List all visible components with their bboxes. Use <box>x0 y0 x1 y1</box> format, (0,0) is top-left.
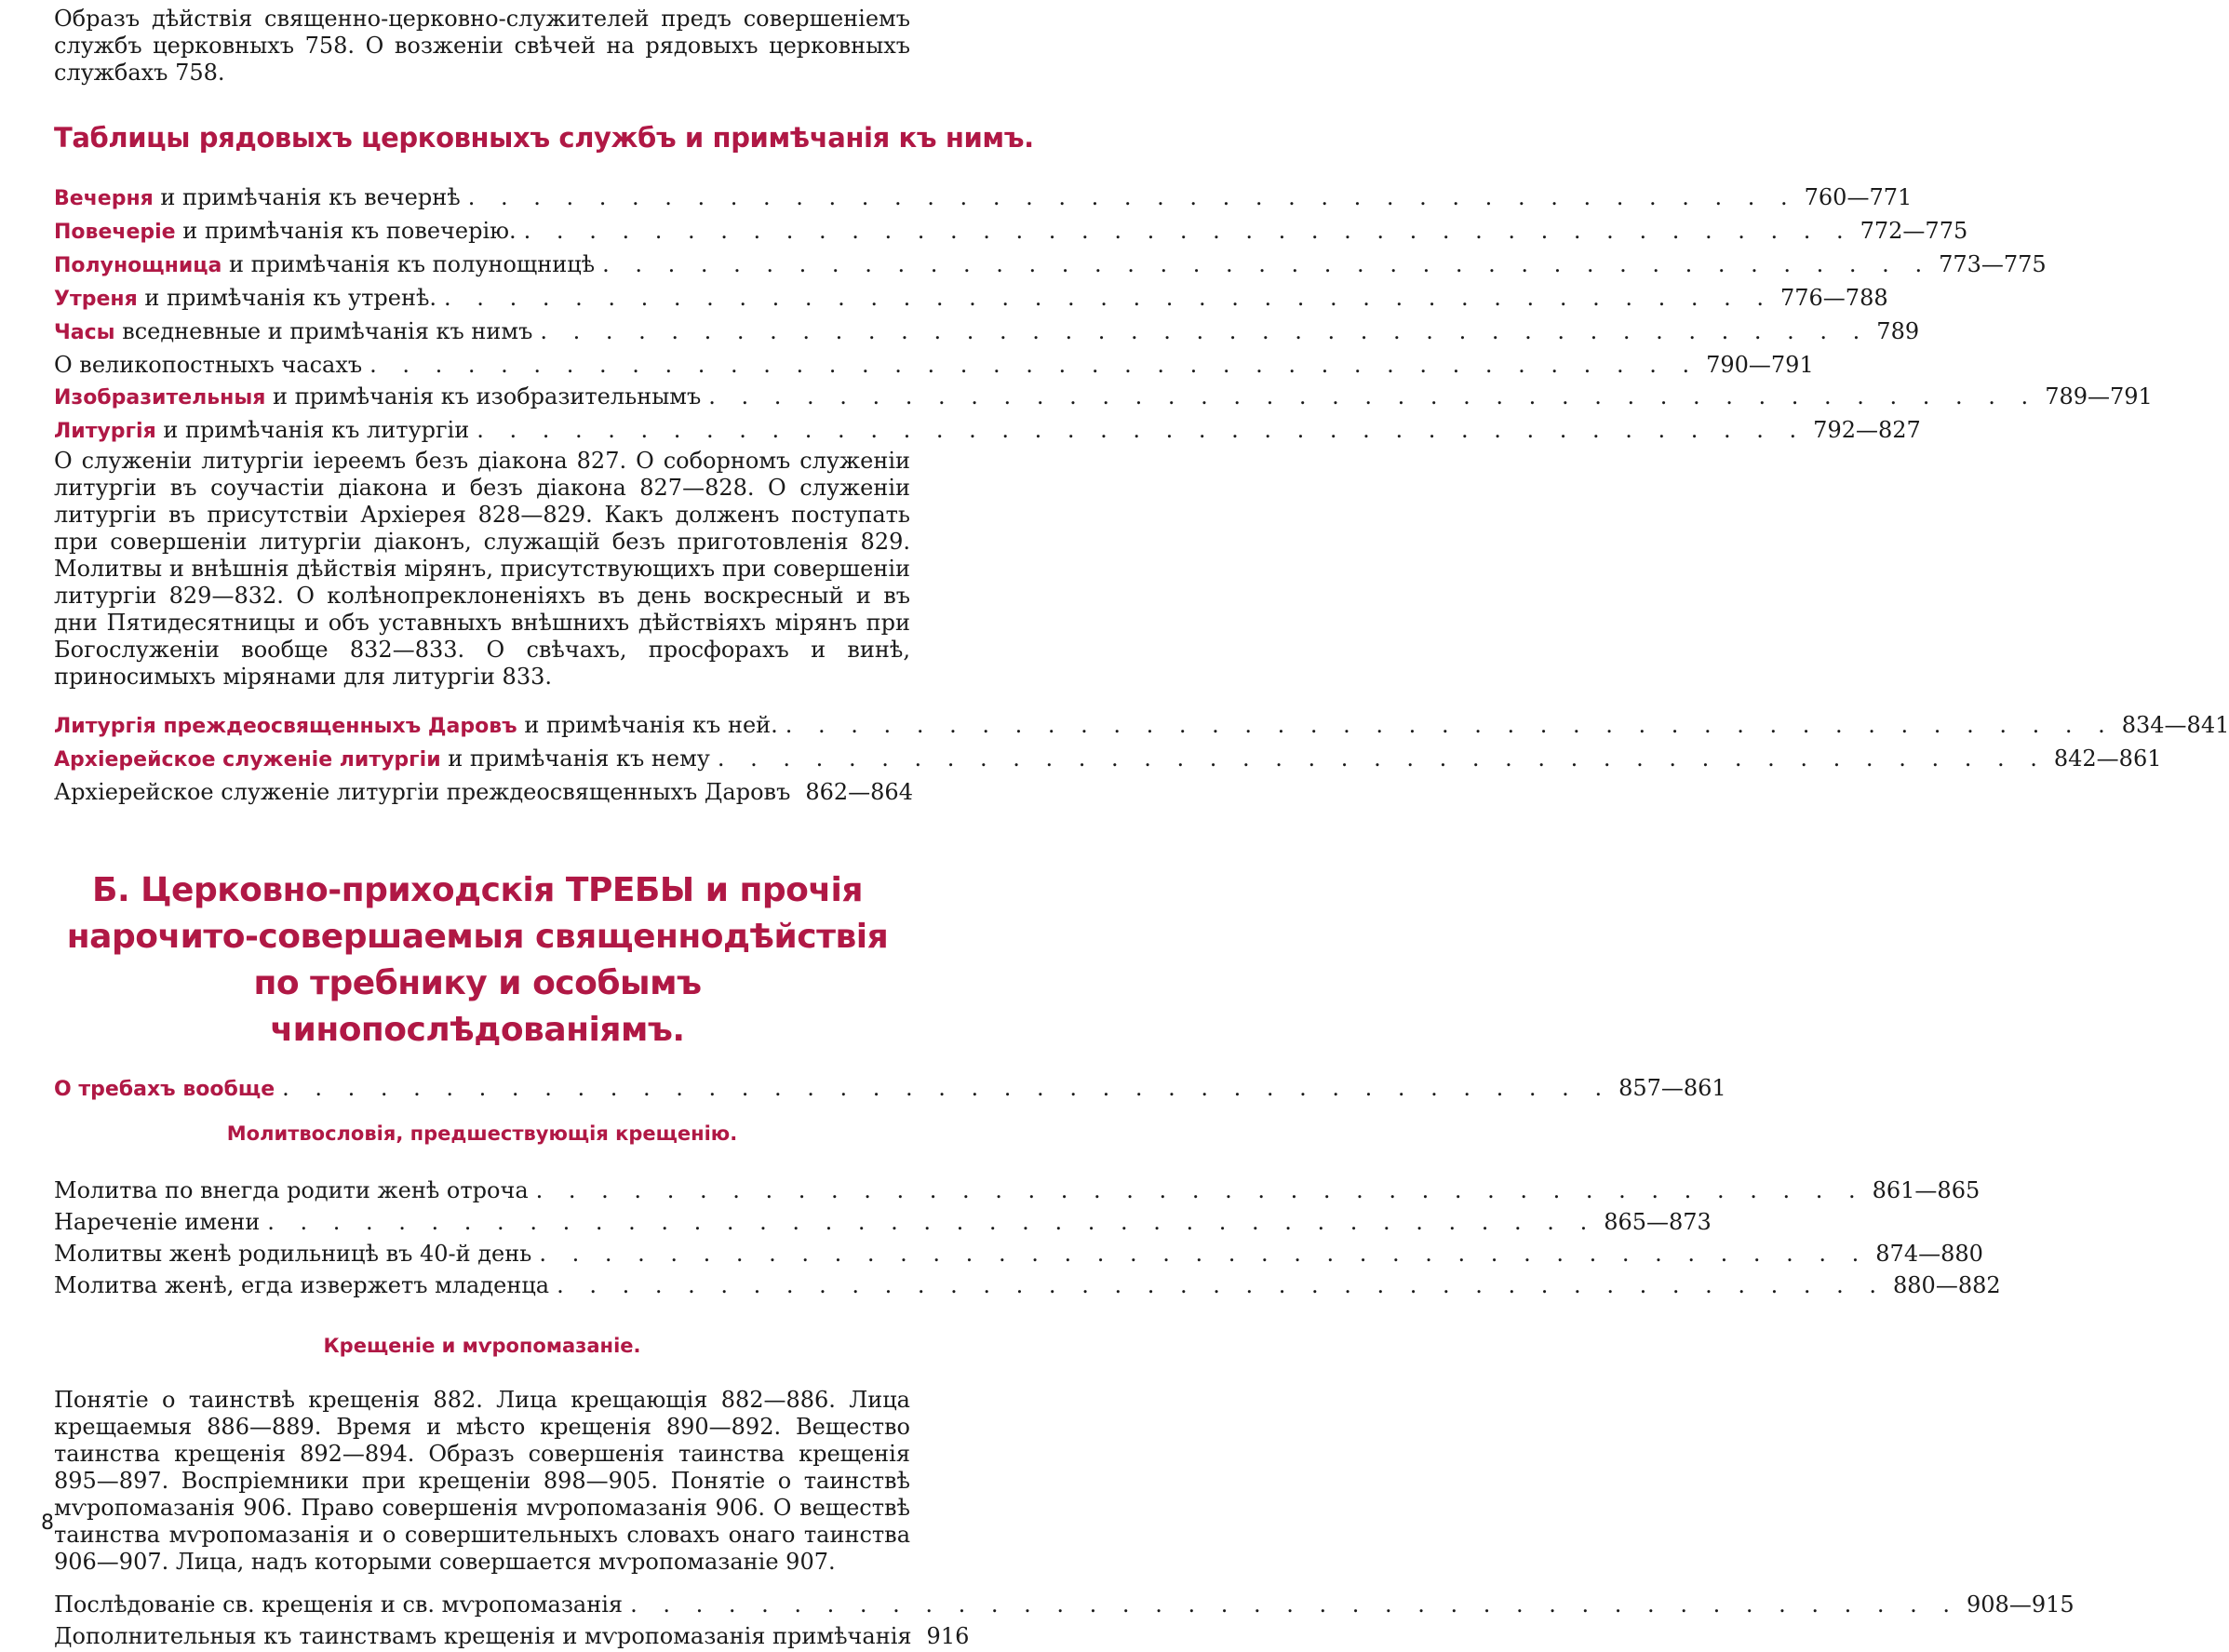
toc-entry-label <box>54 776 790 808</box>
toc-entry <box>54 181 1913 215</box>
toc-entry-label <box>54 1175 529 1206</box>
toc-entry-title: Полунощница <box>54 254 222 277</box>
leader-dots: . . . . . . . . . . . . . . . . . . . . . . . . . . . . . . . . . . . . . . . . . <box>557 1272 1887 1298</box>
toc-entry-pages: 874—880 <box>1875 1241 1983 1267</box>
toc-entry-text: О великопостныхъ часахъ <box>54 352 363 378</box>
toc-entry-label <box>54 282 436 316</box>
toc-entry-pages: 862—864 <box>805 779 913 805</box>
toc-entry-pages: 773—775 <box>1939 251 2047 277</box>
toc-entry-pages: 760—771 <box>1804 184 1913 210</box>
toc-entry-text: Послѣдованіе св. крещенія и св. мѵропомазанія <box>54 1592 624 1618</box>
toc-entry-pages: 916 <box>926 1623 970 1649</box>
toc-entry-pages: 772—775 <box>1860 218 1968 244</box>
toc-entry-title: Литургія <box>54 420 156 443</box>
toc-entry <box>54 1175 1981 1206</box>
toc-entry <box>54 414 1921 448</box>
leader-dots: . . . . . . . . . . . . . . . . . . . . . . . . . . . . . . . . . . . . . . . . . <box>717 745 2047 772</box>
toc-entry-text: и примѣчанія къ вечернѣ <box>153 184 461 210</box>
liturgy-paragraph: О служеніи литургіи іереемъ безъ діакона 827. О соборномъ служеніи литургіи въ соучастіи діакона и безъ діакона 827—828. О служеніи литургіи въ присутствіи Архіерея 828—829. Какъ долженъ поступать при совершеніи литургіи діаконъ, служащій безъ приготовленія 829. Молитвы и внѣшнія дѣйствія мірянъ, присутствующихъ при совершеніи литургіи 829—832. О колѣнопреклоненіяхъ въ день воскресный и въ дни Пятидесятницы и объ уставныхъ внѣшнихъ дѣйствіяхъ мірянъ при Богослуженіи вообще 832—833. О свѣчахъ, просфорахъ и винѣ, приносимыхъ мірянами для литургіи 833. <box>54 448 910 690</box>
toc-entry <box>54 316 1920 349</box>
leader-dots: . . . . . . . . . . . . . . . . . . . . . . . . . . . . . . . . . . . . . . . . . <box>444 285 1773 311</box>
toc-entry-text: и примѣчанія къ повечерію. <box>175 218 517 244</box>
toc-entry <box>54 1238 1983 1269</box>
toc-entry <box>54 215 1968 248</box>
toc-entry-pages: 865—873 <box>1604 1209 1712 1235</box>
leader-dots: . . . . . . . . . . . . . . . . . . . . . . . . . . . . . . . . . . . . . . . . . <box>369 352 1699 378</box>
toc-entry-label <box>54 1238 531 1269</box>
leader-dots: . . . . . . . . . . . . . . . . . . . . . . . . . . . . . . . . . . . . . . . . . <box>523 218 1853 244</box>
toc-entry-text: Молитва по внегда родити женѣ отроча <box>54 1177 529 1203</box>
toc-entry-text: вседневные и примѣчанія къ нимъ <box>114 318 533 344</box>
toc-entry-title: Утреня <box>54 288 138 311</box>
toc-entry-text: и примѣчанія къ утренѣ. <box>137 285 437 311</box>
toc-entry-label <box>54 1620 912 1652</box>
services-list <box>54 181 2153 448</box>
leader-dots: . . . . . . . . . . . . . . . . . . . . . . . . . . . . . . . . . . . . . . . . . <box>708 383 2038 410</box>
leader-dots: . . . . . . . . . . . . . . . . . . . . . . . . . . . . . . . . . . . . . . . . . <box>535 1177 1865 1203</box>
toc-entry-text: Архіерейское служеніе литургіи преждеосвященныхъ Даровъ <box>54 779 791 805</box>
toc-entry-label <box>54 349 362 381</box>
toc-entry-text: и примѣчанія къ ней. <box>517 712 778 738</box>
toc-entry-text: Молитва женѣ, егда извержетъ младенца <box>54 1272 550 1298</box>
toc-entry <box>54 381 2153 414</box>
toc-entry-title: Изобразительныя <box>54 386 266 410</box>
baptism-list <box>54 1589 2075 1652</box>
tables-heading: Таблицы рядовыхъ церковныхъ службъ и примѣчанія къ нимъ. <box>54 122 1034 154</box>
leader-dots: . . . . . . . . . . . . . . . . . . . . . . . . . . . . . . . . . . . . . . . . . <box>267 1209 1597 1235</box>
toc-entry-pages: 792—827 <box>1813 417 1921 443</box>
toc-entry-title: Архіерейское служеніе литургіи <box>54 748 441 772</box>
toc-entry-title: Повечеріе <box>54 221 176 244</box>
toc-entry-pages: 789—791 <box>2045 383 2153 410</box>
toc-entry-pages: 790—791 <box>1706 352 1814 378</box>
toc-entry-label <box>54 743 710 776</box>
toc-entry-label <box>54 215 517 248</box>
toc-entry-pages: 834—841 <box>2121 712 2229 738</box>
prayers-subheading: Молитвословія, предшествующія крещенію. <box>226 1122 738 1145</box>
toc-entry-text: Дополнительныя къ таинствамъ крещенія и мѵропомазанія примѣчанія <box>54 1623 912 1649</box>
toc-entry-title: Часы <box>54 321 115 344</box>
toc-entry-pages: 842—861 <box>2053 745 2162 772</box>
toc-entry <box>54 709 2229 743</box>
leader-dots: . . . . . . . . . . . . . . . . . . . . . . . . . . . . . . . . . . . . . . . . . <box>602 251 1932 277</box>
toc-entry-text: и примѣчанія къ нему <box>440 745 710 772</box>
leader-dots: . . . . . . . . . . . . . . . . . . . . . . . . . . . . . . . . . . . . . . . . . <box>477 417 1806 443</box>
toc-entry <box>54 349 1814 381</box>
toc-entry-title: Литургія преждеосвященныхъ Даровъ <box>54 715 517 738</box>
page-number: 8 <box>41 1511 54 1535</box>
toc-entry-label <box>54 709 778 743</box>
section-b-heading: Б. Церковно-приходскія ТРЕБЫ и прочія нарочито-совершаемыя священнодѣйствія по требнику и особымъ чинопослѣдованіямъ. <box>66 871 889 1049</box>
toc-entry <box>54 776 913 808</box>
leader-dots: . . . . . . . . . . . . . . . . . . . . . . . . . . . . . . . . . . . . . . . . . <box>467 184 1797 210</box>
toc-entry-text: и примѣчанія къ литургіи <box>155 417 470 443</box>
toc-entry-label <box>54 381 701 414</box>
toc-entry-label <box>54 414 469 448</box>
toc-entry-pages: 776—788 <box>1780 285 1888 311</box>
toc-entry <box>54 282 1888 316</box>
toc-entry-pages: 857—861 <box>1618 1075 1726 1101</box>
toc-entry-text: Нареченіе имени <box>54 1209 261 1235</box>
prayers-list <box>54 1175 2001 1301</box>
toc-entry-text: и примѣчанія къ полунощницѣ <box>222 251 596 277</box>
toc-entry-text: Молитвы женѣ родильницѣ въ 40-й день <box>54 1241 532 1267</box>
toc-entry <box>54 1620 970 1652</box>
toc-entry-label <box>54 1269 549 1301</box>
toc-entry <box>54 1206 1712 1238</box>
toc-entry-label <box>54 1206 260 1238</box>
toc-entry-pages: 789 <box>1876 318 1920 344</box>
toc-entry-title: О требахъ вообще <box>54 1078 275 1101</box>
leader-dots: . . . . . . . . . . . . . . . . . . . . . . . . . . . . . . . . . . . . . . . . . <box>630 1592 1960 1618</box>
toc-entry-pages: 861—865 <box>1872 1177 1981 1203</box>
toc-entry <box>54 1269 2001 1301</box>
trebakh-list <box>54 1072 1726 1106</box>
toc-entry-label <box>54 316 532 349</box>
toc-entry <box>54 1589 2075 1620</box>
leader-dots: . . . . . . . . . . . . . . . . . . . . . . . . . . . . . . . . . . . . . . . . . <box>539 1241 1869 1267</box>
intro-paragraph: Образъ дѣйствія священно-церковно-служителей предъ совершеніемъ службъ церковныхъ 758. О возженіи свѣчей на рядовыхъ церковныхъ службахъ 758. <box>54 6 910 86</box>
toc-entry-title: Вечерня <box>54 187 154 210</box>
toc-entry <box>54 743 2162 776</box>
toc-entry-pages: 908—915 <box>1967 1592 2075 1618</box>
toc-entry-label <box>54 1589 623 1620</box>
baptism-paragraph: Понятіе о таинствѣ крещенія 882. Лица крещающія 882—886. Лица крещаемыя 886—889. Время и мѣсто крещенія 890—892. Вещество таинства крещенія 892—894. Образъ совершенія таинства крещенія 895—897. Воспріемники при крещеніи 898—905. Понятіе о таинствѣ мѵропомазанія 906. Право совершенія мѵропомазанія 906. О веществѣ таинства мѵропомазанія и о совершительныхъ словахъ онаго таинства 906—907. Лица, надъ которыми совершается мѵропомазаніе 907. <box>54 1387 910 1575</box>
toc-entry-text: и примѣчанія къ изобразительнымъ <box>265 383 702 410</box>
leader-dots: . . . . . . . . . . . . . . . . . . . . . . . . . . . . . . . . . . . . . . . . . <box>540 318 1870 344</box>
toc-entry-label <box>54 181 461 215</box>
toc-entry <box>54 248 2047 282</box>
toc-entry-pages: 880—882 <box>1893 1272 2001 1298</box>
leader-dots: . . . . . . . . . . . . . . . . . . . . . . . . . . . . . . . . . . . . . . . . . <box>785 712 2115 738</box>
toc-entry <box>54 1072 1726 1106</box>
toc-entry-label <box>54 248 595 282</box>
leader-dots: . . . . . . . . . . . . . . . . . . . . . . . . . . . . . . . . . . . . . . . . . <box>282 1075 1612 1101</box>
liturgy-list <box>54 709 2229 808</box>
baptism-subheading: Крещеніе и мѵропомазаніе. <box>323 1335 641 1357</box>
toc-entry-label <box>54 1072 275 1106</box>
